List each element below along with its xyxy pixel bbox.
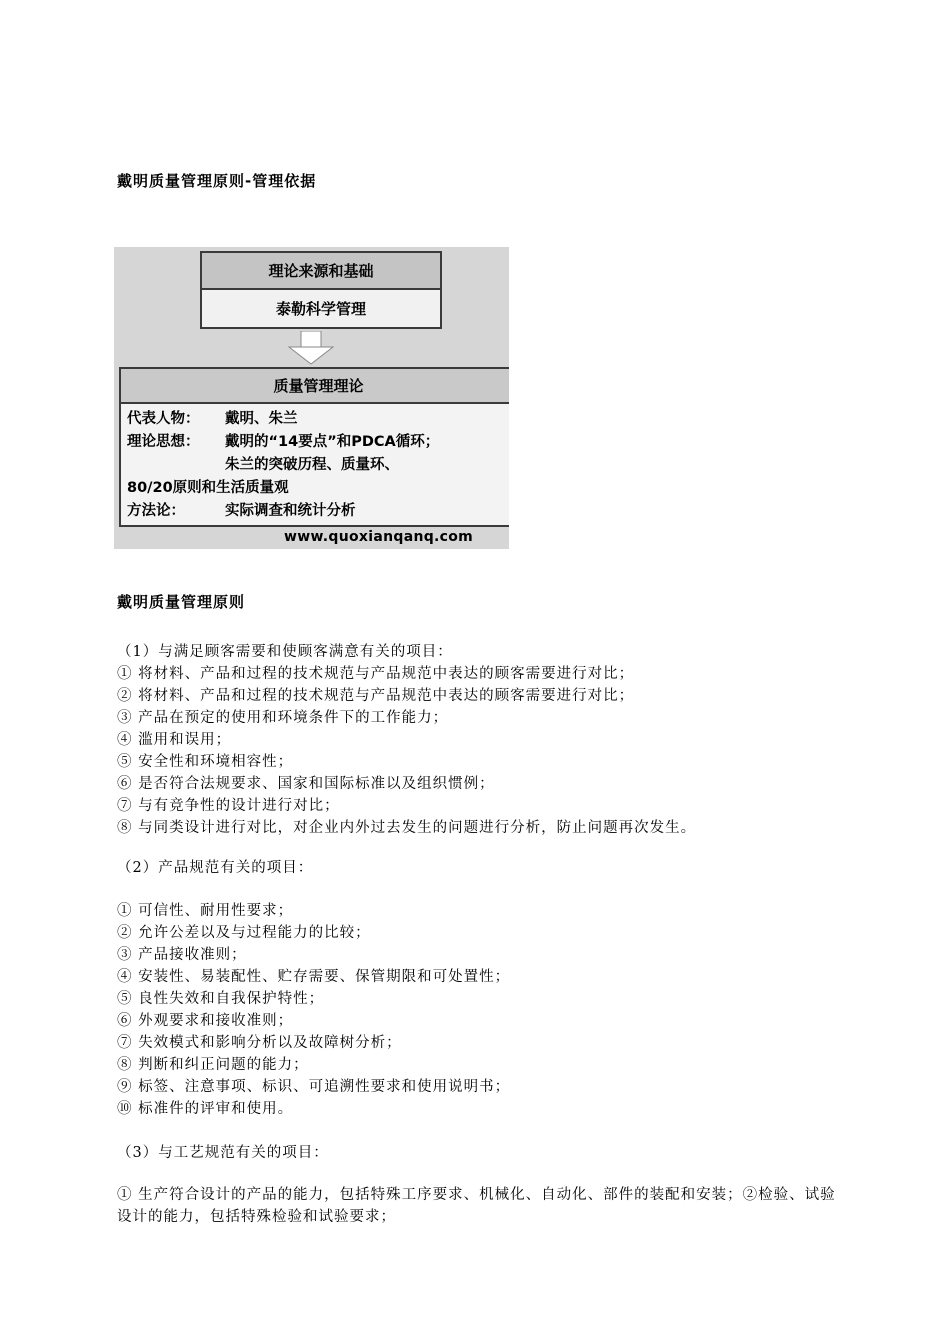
page-heading: 戴明质量管理原则-管理依据	[117, 172, 317, 190]
list-item: ③ 产品接收准则；	[117, 947, 247, 963]
theory-line: 代表人物： 戴明、朱兰	[127, 411, 298, 427]
theory-source-content: 泰勒科学管理	[202, 290, 440, 327]
theory-line: 80/20原则和生活质量观	[127, 480, 289, 496]
quality-theory-box	[119, 367, 509, 527]
down-arrow-icon	[286, 331, 336, 365]
list-item: ⑤ 良性失效和自我保护特性；	[117, 991, 325, 1007]
section-title: （3）与工艺规范有关的项目：	[117, 1145, 329, 1161]
list-item: ③ 产品在预定的使用和环境条件下的工作能力；	[117, 710, 449, 726]
list-item: ④ 滥用和误用；	[117, 732, 232, 748]
quality-theory-title: 质量管理理论	[121, 369, 509, 404]
theory-line: 方法论： 实际调查和统计分析	[127, 503, 356, 519]
section-1	[117, 641, 696, 839]
section-2	[117, 900, 510, 1120]
list-item: ① 将材料、产品和过程的技术规范与产品规范中表达的顾客需要进行对比；	[117, 666, 635, 682]
quality-theory-content	[121, 404, 509, 523]
list-item: ⑤ 安全性和环境相容性；	[117, 754, 294, 770]
list-item: ⑩ 标准件的评审和使用。	[117, 1101, 294, 1117]
theory-source-box	[200, 251, 442, 329]
list-item: ⑨ 标签、注意事项、标识、可追溯性要求和使用说明书；	[117, 1079, 511, 1095]
figure-watermark: www.quoxianqanq.com	[284, 529, 474, 545]
section-title: （2）产品规范有关的项目：	[117, 860, 314, 876]
theory-figure	[114, 247, 509, 549]
section-3-paragraph: ① 生产符合设计的产品的能力，包括特殊工序要求、机械化、自动化、部件的装配和安装；②检验、试验设计的能力，包括特殊检验和试验要求；	[117, 1187, 836, 1225]
list-item: ⑦ 与有竞争性的设计进行对比；	[117, 798, 340, 814]
list-item: ⑧ 与同类设计进行对比，对企业内外过去发生的问题进行分析，防止问题再次发生。	[117, 820, 697, 836]
list-item: ① 可信性、耐用性要求；	[117, 903, 294, 919]
theory-line: 理论思想： 戴明的“14要点”和PDCA循环；	[127, 434, 440, 450]
list-item: ⑦ 失效模式和影响分析以及故障树分析；	[117, 1035, 402, 1051]
section-title: （1）与满足顾客需要和使顾客满意有关的项目：	[117, 644, 453, 660]
list-item: ⑥ 外观要求和接收准则；	[117, 1013, 294, 1029]
theory-source-title: 理论来源和基础	[202, 253, 440, 290]
list-item: ② 允许公差以及与过程能力的比较；	[117, 925, 371, 941]
list-item: ⑥ 是否符合法规要求、国家和国际标准以及组织惯例；	[117, 776, 495, 792]
list-item: ④ 安装性、易装配性、贮存需要、保管期限和可处置性；	[117, 969, 511, 985]
theory-line: 朱兰的突破历程、质量环、	[225, 457, 399, 473]
list-item: ⑧ 判断和纠正问题的能力；	[117, 1057, 309, 1073]
list-item: ② 将材料、产品和过程的技术规范与产品规范中表达的顾客需要进行对比；	[117, 688, 635, 704]
section-heading: 戴明质量管理原则	[117, 593, 246, 611]
